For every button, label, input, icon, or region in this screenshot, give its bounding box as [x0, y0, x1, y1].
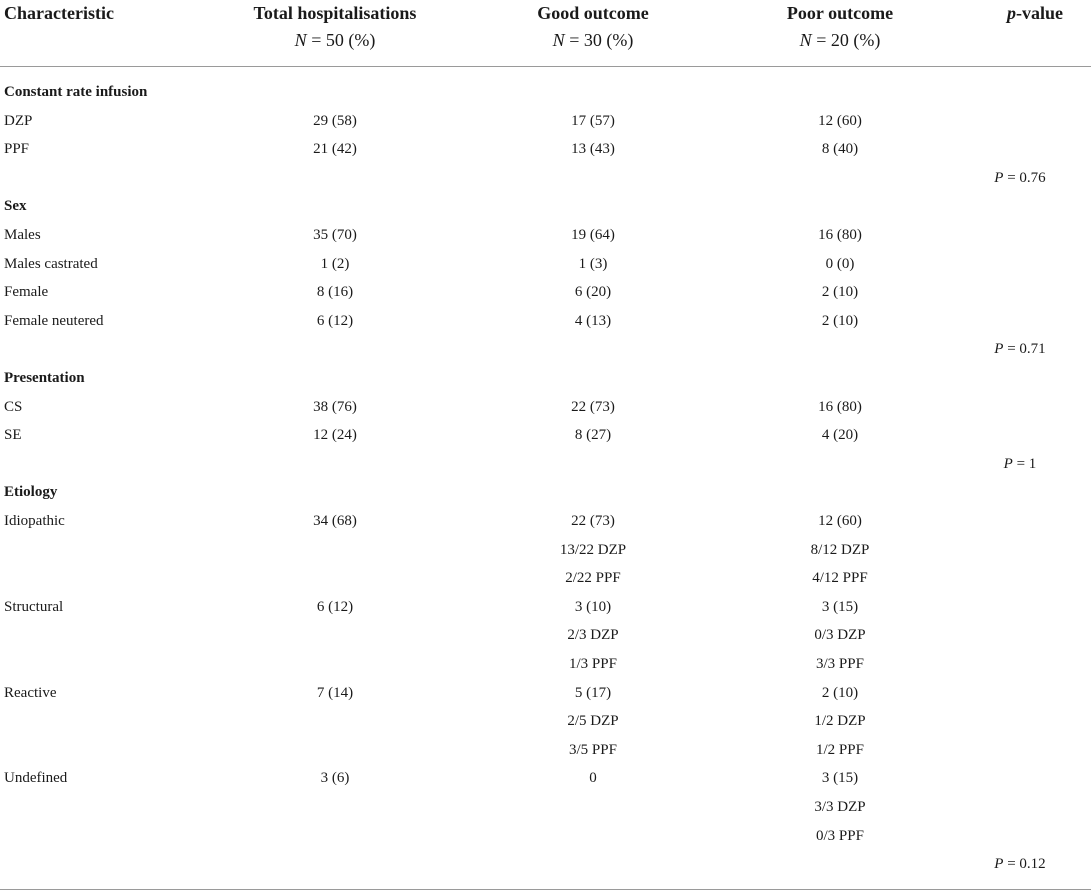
header-total-n: N = 50 (%): [294, 30, 376, 50]
table-row: [0, 393, 1091, 421]
p-value: P = 0.71: [994, 341, 1046, 358]
row-label: Female: [4, 284, 49, 301]
poor-outcome-cell: 2 (10): [821, 312, 859, 329]
table-row: [0, 822, 1091, 850]
good-outcome-cell: 0: [589, 770, 597, 787]
table-row: [0, 650, 1091, 678]
table-row: [0, 536, 1091, 564]
header-total-title: Total hospitalisations: [253, 3, 417, 23]
total-cell: 3 (6): [320, 770, 350, 787]
good-outcome-cell: 3 (10): [574, 598, 612, 615]
row-label: Undefined: [4, 770, 68, 787]
row-label: Structural: [4, 598, 64, 615]
good-outcome-cell: 2/5 DZP: [567, 713, 619, 730]
good-outcome-cell: 19 (64): [571, 227, 615, 243]
table-row: [0, 250, 1091, 278]
row-label: Idiopathic: [4, 513, 65, 529]
row-label: SE: [4, 427, 22, 444]
good-outcome-cell: 2/3 DZP: [567, 627, 619, 644]
header-poor-title: Poor outcome: [786, 3, 894, 23]
poor-outcome-cell: 0 (0): [825, 255, 855, 272]
table-row: [0, 307, 1091, 335]
p-value: P = 0.76: [994, 169, 1046, 186]
good-outcome-cell: 17 (57): [571, 112, 615, 129]
table-row: [0, 793, 1091, 821]
poor-outcome-cell: 16 (80): [818, 227, 862, 243]
row-label: DZP: [4, 112, 33, 129]
header-good-title: Good outcome: [537, 3, 649, 23]
poor-outcome-cell: 0/3 DZP: [814, 627, 866, 644]
table-row: [0, 135, 1091, 163]
good-outcome-cell: 22 (73): [571, 398, 615, 415]
good-outcome-cell: 13 (43): [571, 141, 615, 158]
poor-outcome-cell: 0/3 PPF: [816, 827, 864, 844]
section-row: [0, 364, 1091, 392]
good-outcome-cell: 1/3 PPF: [569, 656, 617, 672]
poor-outcome-cell: 2 (10): [821, 284, 859, 301]
total-cell: 1 (2): [320, 255, 350, 272]
table-row: [0, 736, 1091, 764]
p-value: P = 0.12: [994, 856, 1046, 873]
total-cell: 21 (42): [313, 141, 357, 158]
poor-outcome-cell: 1/2 PPF: [816, 741, 864, 758]
total-cell: 6 (12): [316, 312, 354, 329]
pvalue-row: [0, 850, 1091, 878]
row-label: Males: [4, 227, 41, 243]
section-label: Sex: [4, 198, 27, 215]
good-outcome-cell: 6 (20): [574, 284, 612, 301]
p-value: P = 1: [1003, 455, 1037, 472]
table-row: [0, 621, 1091, 649]
table-row: [0, 221, 1091, 249]
section-row: [0, 192, 1091, 220]
table-row: [0, 107, 1091, 135]
good-outcome-cell: 1 (3): [578, 255, 608, 272]
good-outcome-cell: 5 (17): [574, 684, 612, 701]
table-row: [0, 593, 1091, 621]
good-outcome-cell: 2/22 PPF: [565, 570, 621, 587]
table-row: [0, 679, 1091, 707]
table-row: [0, 421, 1091, 449]
poor-outcome-cell: 1/2 DZP: [814, 713, 866, 730]
total-cell: 35 (70): [313, 227, 357, 243]
good-outcome-cell: 22 (73): [571, 513, 615, 529]
poor-outcome-cell: 8/12 DZP: [810, 541, 870, 558]
row-label: PPF: [4, 141, 30, 158]
header-pvalue: p-value: [1007, 3, 1063, 23]
header-characteristic: Characteristic: [4, 3, 114, 23]
section-row: [0, 78, 1091, 106]
poor-outcome-cell: 3 (15): [821, 770, 859, 787]
table-row: [0, 564, 1091, 592]
row-label: CS: [4, 398, 23, 415]
table-row: [0, 764, 1091, 792]
poor-outcome-cell: 4 (20): [821, 427, 859, 444]
poor-outcome-cell: 2 (10): [821, 684, 859, 701]
pvalue-row: [0, 450, 1091, 478]
row-label: Reactive: [4, 684, 57, 701]
bottom-rule: [0, 889, 1091, 890]
poor-outcome-cell: 4/12 PPF: [812, 570, 868, 587]
total-cell: 12 (24): [313, 427, 357, 444]
section-row: [0, 478, 1091, 506]
poor-outcome-cell: 3/3 PPF: [816, 656, 864, 672]
good-outcome-cell: 3/5 PPF: [569, 741, 617, 758]
total-cell: 38 (76): [313, 398, 357, 415]
total-cell: 29 (58): [313, 112, 357, 129]
total-cell: 8 (16): [316, 284, 354, 301]
pvalue-row: [0, 335, 1091, 363]
row-label: Males castrated: [4, 255, 98, 272]
good-outcome-cell: 13/22 DZP: [559, 541, 627, 558]
total-cell: 6 (12): [316, 598, 354, 615]
header-good-n: N = 30 (%): [552, 30, 634, 50]
good-outcome-cell: 8 (27): [574, 427, 612, 444]
row-label: Female neutered: [4, 312, 104, 329]
good-outcome-cell: 4 (13): [574, 312, 612, 329]
section-label: Etiology: [4, 484, 58, 501]
poor-outcome-cell: 3/3 DZP: [814, 799, 866, 815]
poor-outcome-cell: 8 (40): [821, 141, 859, 158]
poor-outcome-cell: 3 (15): [821, 598, 859, 615]
table-row: [0, 707, 1091, 735]
poor-outcome-cell: 12 (60): [818, 112, 862, 129]
total-cell: 7 (14): [316, 684, 354, 701]
section-label: Presentation: [4, 370, 85, 386]
section-label: Constant rate infusion: [4, 84, 148, 100]
poor-outcome-cell: 16 (80): [818, 398, 862, 415]
poor-outcome-cell: 12 (60): [818, 513, 862, 529]
table-row: [0, 278, 1091, 306]
pvalue-row: [0, 164, 1091, 192]
total-cell: 34 (68): [313, 513, 357, 529]
table-row: [0, 507, 1091, 535]
header-poor-n: N = 20 (%): [799, 30, 881, 50]
